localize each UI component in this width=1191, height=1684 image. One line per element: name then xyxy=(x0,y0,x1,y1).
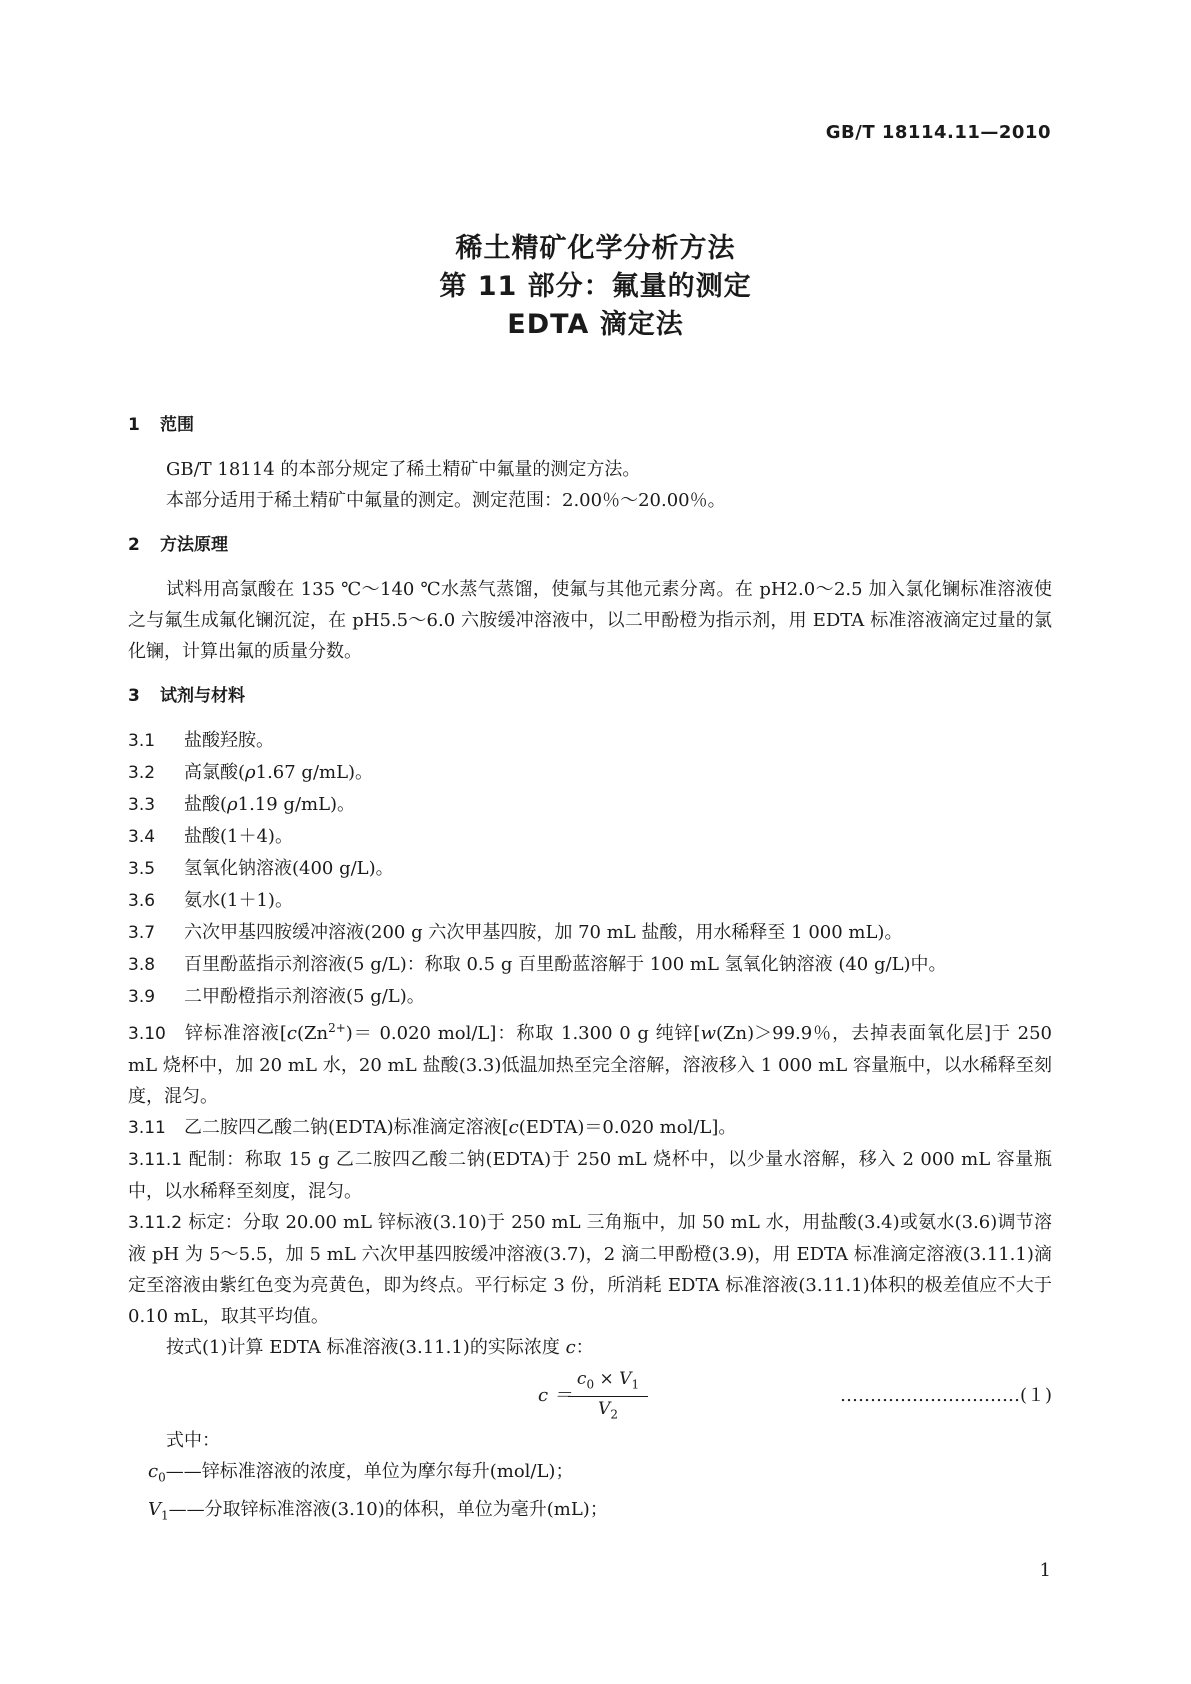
definition-item xyxy=(128,1456,1052,1494)
c-symbol: c xyxy=(565,1337,576,1358)
v-symbol: V xyxy=(619,1369,632,1389)
item-text: (EDTA)＝0.020 mol/L]。 xyxy=(518,1117,737,1138)
section-title: 范围 xyxy=(160,415,194,435)
page-number: 1 xyxy=(1039,1560,1051,1581)
paragraph: 本部分适用于稀土精矿中氟量的测定。测定范围：2.00％～20.00％。 xyxy=(166,490,726,511)
item-text: 氨水(1＋1)。 xyxy=(184,890,293,911)
equation-number: …………………………(１) xyxy=(839,1385,1052,1406)
paragraph: GB/T 18114 的本部分规定了稀土精矿中氟量的测定方法。 xyxy=(166,459,641,480)
item-text: 1.19 g/mL)。 xyxy=(237,794,356,815)
c-symbol: c xyxy=(508,1117,519,1138)
subscript: 0 xyxy=(586,1377,595,1392)
subscript: 1 xyxy=(631,1377,640,1392)
formula-intro-text: 按式(1)计算 EDTA 标准溶液(3.11.1)的实际浓度 xyxy=(166,1337,566,1358)
item-text: 配制：称取 15 g 乙二胺四乙酸二钠(EDTA)于 250 mL 烧杯中，以少量水溶解，移入 2 000 mL 容量瓶中，以水稀释至刻度，混匀。 xyxy=(128,1149,1052,1202)
item-text: 乙二胺四乙酸二钠(EDTA)标准滴定溶液[ xyxy=(184,1117,509,1138)
formula-denominator xyxy=(568,1397,648,1426)
item-text: 盐酸( xyxy=(184,794,228,815)
subscript: 1 xyxy=(161,1508,169,1523)
formula-intro-colon: ： xyxy=(575,1337,594,1358)
definition-item xyxy=(128,1494,1052,1532)
list-item xyxy=(128,725,1052,757)
rho-symbol: ρ xyxy=(227,794,238,815)
formula-intro xyxy=(128,1332,1052,1363)
section-heading-scope xyxy=(128,410,1052,440)
item-text: 氢氧化钠溶液(400 g/L)。 xyxy=(184,858,394,879)
item-text: (Zn)＞99.9％，去掉表面氧化层]于 250 mL 烧杯中，加 20 mL 水，20 mL 盐酸(3.3)低温加热至完全溶解，溶液移入 1 000 mL 容量瓶中，以水稀释至刻度，混匀。 xyxy=(128,1023,1052,1107)
item-number: 3.2 xyxy=(128,763,156,783)
formula-1 xyxy=(128,1367,1052,1421)
item-text: 标定：分取 20.00 mL 锌标液(3.10)于 250 mL 三角瓶中，加 50 mL 水，用盐酸(3.4)或氨水(3.6)调节溶液 pH 为 5～5.5，加 5 mL 六次甲基四胺缓冲溶液(3.7)，2 滴二甲酚橙(3.9)，用 EDTA 标准滴定溶液(3.11.1)滴定至溶液由紫红色变为亮黄色，即为终点。平行标定 3 份，所消耗 EDTA 标准溶液(3.11.1)体积的极差值应不大于 0.10 mL，取其平均值。 xyxy=(128,1212,1052,1327)
formula-lhs: c ＝ xyxy=(538,1385,572,1406)
item-number: 3.11 xyxy=(128,1118,166,1138)
item-number: 3.8 xyxy=(128,955,156,975)
formula-fraction xyxy=(568,1367,648,1427)
rho-symbol: ρ xyxy=(245,762,256,783)
standard-number: GB/T 18114.11—2010 xyxy=(825,122,1051,143)
section-number: 1 xyxy=(128,415,140,435)
item-number: 3.6 xyxy=(128,891,156,911)
item-text: 高氯酸( xyxy=(184,762,246,783)
subscript: 0 xyxy=(158,1470,166,1485)
list-item xyxy=(128,853,1052,885)
w-symbol: w xyxy=(700,1023,716,1044)
item-text: 六次甲基四胺缓冲溶液(200 g 六次甲基四胺，加 70 mL 盐酸，用水稀释至 1 000 mL)。 xyxy=(184,922,903,943)
operator: × xyxy=(594,1369,620,1389)
item-text: )＝ 0.020 mol/L]：称取 1.300 0 g 纯锌[ xyxy=(345,1023,701,1044)
list-item xyxy=(128,1144,1052,1207)
title-line-1: 稀土精矿化学分析方法 xyxy=(455,233,736,264)
item-text: 锌标准溶液[ xyxy=(184,1023,287,1044)
item-text: 1.67 g/mL)。 xyxy=(255,762,374,783)
paragraph: 试料用高氯酸在 135 ℃～140 ℃水蒸气蒸馏，使氟与其他元素分离。在 pH2.0～2.5 加入氯化镧标准溶液使之与氟生成氟化镧沉淀，在 pH5.5～6.0 六胺缓冲溶液中，以二甲酚橙为指示剂，用 EDTA 标准溶液滴定过量的氯化镧，计算出氟的质量分数。 xyxy=(128,579,1052,662)
section-title: 方法原理 xyxy=(160,535,228,555)
item-number: 3.10 xyxy=(128,1024,166,1044)
c-symbol: c xyxy=(148,1461,159,1482)
title-line-2: 第 11 部分：氟量的测定 xyxy=(439,271,752,302)
item-number: 3.1 xyxy=(128,731,156,751)
list-item xyxy=(128,1112,1052,1144)
section-heading-principle xyxy=(128,530,1052,560)
definition-text: ——分取锌标准溶液(3.10)的体积，单位为毫升(mL)； xyxy=(168,1498,608,1520)
item-number: 3.11.1 xyxy=(128,1150,183,1170)
list-item xyxy=(128,821,1052,853)
v-symbol: V xyxy=(148,1498,161,1520)
section-number: 3 xyxy=(128,686,140,706)
item-number: 3.7 xyxy=(128,923,156,943)
section-number: 2 xyxy=(128,535,140,555)
list-item xyxy=(128,949,1052,981)
section-title: 试剂与材料 xyxy=(160,686,245,706)
item-text: 百里酚蓝指示剂溶液(5 g/L)：称取 0.5 g 百里酚蓝溶解于 100 mL 氢氧化钠溶液 (40 g/L)中。 xyxy=(184,954,947,975)
item-text: (Zn xyxy=(296,1023,329,1044)
v-symbol: V xyxy=(598,1399,611,1420)
list-item xyxy=(128,917,1052,949)
subscript: 2 xyxy=(610,1407,618,1422)
section-heading-reagents xyxy=(128,681,1052,711)
document-body xyxy=(128,410,1052,1531)
list-item xyxy=(128,757,1052,789)
list-item xyxy=(128,1207,1052,1332)
document-title-block xyxy=(0,230,1191,344)
superscript: 2+ xyxy=(328,1021,346,1035)
title-line-3: EDTA 滴定法 xyxy=(507,309,684,340)
list-item xyxy=(128,981,1052,1013)
item-number: 3.3 xyxy=(128,795,156,815)
item-text: 盐酸羟胺。 xyxy=(184,730,274,751)
list-item xyxy=(128,789,1052,821)
item-number: 3.9 xyxy=(128,987,156,1007)
definition-text: ——锌标准溶液的浓度，单位为摩尔每升(mol/L)； xyxy=(165,1461,574,1482)
list-item xyxy=(128,1013,1052,1112)
item-number: 3.5 xyxy=(128,859,156,879)
c-symbol: c xyxy=(576,1369,587,1389)
item-text: 盐酸(1＋4)。 xyxy=(184,826,293,847)
item-number: 3.11.2 xyxy=(128,1213,183,1233)
item-text: 二甲酚橙指示剂溶液(5 g/L)。 xyxy=(184,986,425,1007)
list-item xyxy=(128,885,1052,917)
c-symbol: c xyxy=(286,1023,297,1044)
item-number: 3.4 xyxy=(128,827,156,847)
formula-numerator xyxy=(568,1367,648,1397)
where-label: 式中： xyxy=(166,1430,220,1451)
